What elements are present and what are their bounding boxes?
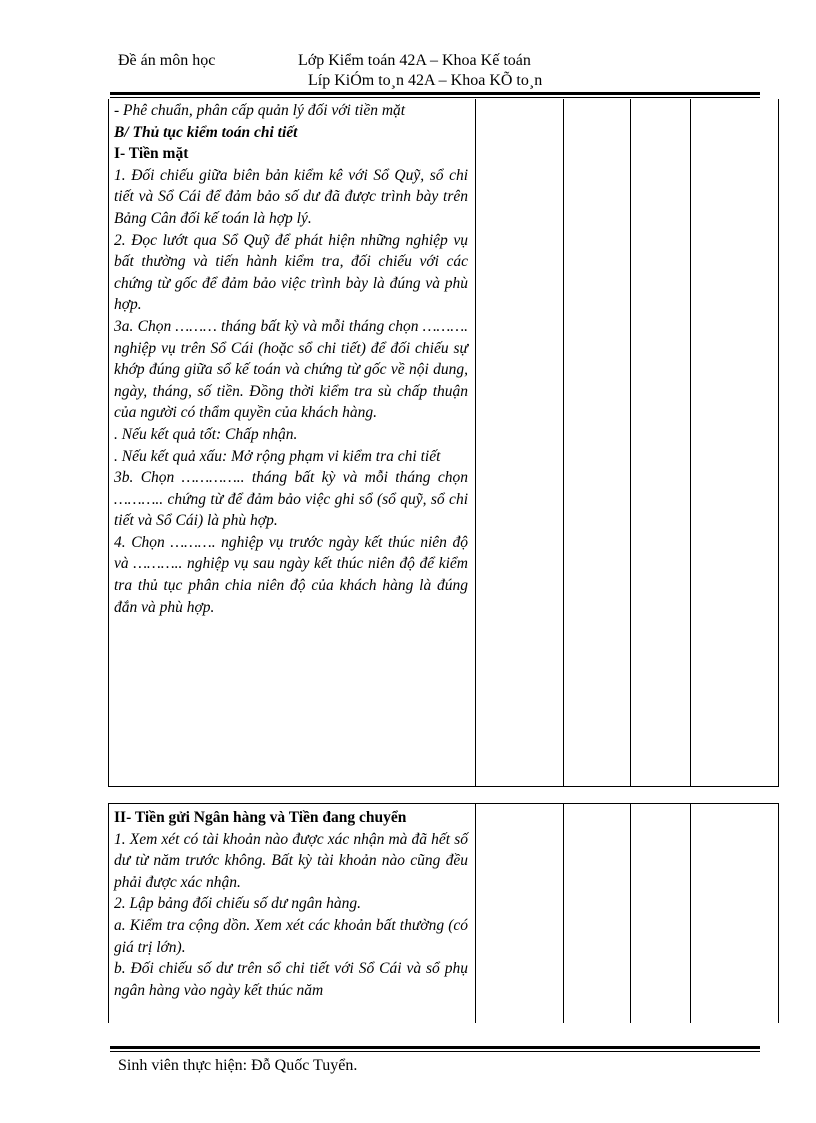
section-i-title: I- Tiền mặt bbox=[114, 145, 189, 163]
table-2-col-divider-2 bbox=[563, 803, 564, 1023]
table-1-border-left bbox=[108, 99, 109, 786]
footer-rule-thin bbox=[110, 1051, 760, 1052]
section-ii-title: II- Tiền gửi Ngân hàng và Tiền đang chuyển bbox=[114, 809, 407, 826]
step-1: 1. Đối chiếu giữa biên bản kiểm kê với Sổ Quỹ, sổ chi tiết và Sổ Cái để đảm bảo số dư đã được trình bày trên Bảng Cân đối kế toán là hợp lý. bbox=[114, 166, 468, 227]
step-ii-2b: b. Đối chiếu số dư trên sổ chi tiết với Sổ Cái và sổ phụ ngân hàng vào ngày kết thúc năm bbox=[114, 960, 468, 999]
header-class-line: Lớp Kiểm toán 42A – Khoa Kế toán bbox=[298, 52, 531, 69]
header-course: Đề án môn học bbox=[118, 52, 216, 69]
step-2: 2. Đọc lướt qua Sổ Quỹ để phát hiện những nghiệp vụ bất thường và tiến hành kiểm tra, đối chiếu với các chứng từ gốc để đảm bảo việc trình bày là đúng và phù hợp. bbox=[114, 231, 468, 314]
table-2-col-divider-4 bbox=[690, 803, 691, 1023]
table-2-col-divider-3 bbox=[630, 803, 631, 1023]
header-class-line-garbled: Líp KiÓm to¸n 42A – Khoa KÕ to¸n bbox=[308, 72, 543, 89]
section-b-title: B/ Thủ tục kiểm toán chi tiết bbox=[114, 123, 298, 141]
table-2-col-divider-1 bbox=[475, 803, 476, 1023]
step-3a: 3a. Chọn ……… tháng bất kỳ và mỗi tháng chọn ………. nghiệp vụ trên Sổ Cái (hoặc sổ chi tiết) để đối chiếu sự khớp đúng giữa sổ kế toán và chứng từ gốc về nội dung, ngày, tháng, số tiền. Đồng thời kiểm tra sù chấp thuận của người có thẩm quyền của khách hàng. bbox=[114, 317, 468, 422]
table-2-border-right bbox=[778, 803, 779, 1023]
table-1-border-right bbox=[778, 99, 779, 786]
table-2-border-left bbox=[108, 803, 109, 1023]
table-1-border-bottom bbox=[108, 786, 779, 787]
table-2-border-top bbox=[108, 803, 779, 804]
table-1-col-divider-4 bbox=[690, 99, 691, 786]
line-approval: - Phê chuẩn, phân cấp quản lý đối với tiền mặt bbox=[114, 102, 406, 119]
step-4: 4. Chọn ………. nghiệp vụ trước ngày kết thúc niên độ và ……….. nghiệp vụ sau ngày kết thúc niên độ để kiểm tra thủ tục phân chia niên độ của khách hàng là đúng đắn và phù hợp. bbox=[114, 533, 468, 616]
result-good: . Nếu kết quả tốt: Chấp nhận. bbox=[114, 425, 298, 443]
footer-rule-thick bbox=[110, 1046, 760, 1049]
table-1-col-divider-2 bbox=[563, 99, 564, 786]
footer-author: Sinh viên thực hiện: Đỗ Quốc Tuyển. bbox=[118, 1057, 358, 1074]
header-rule-thick bbox=[110, 92, 760, 95]
table-1-col-divider-1 bbox=[475, 99, 476, 786]
step-ii-2a: a. Kiểm tra cộng dồn. Xem xét các khoản bất thường (có giá trị lớn). bbox=[114, 916, 468, 956]
table-1-col-divider-3 bbox=[630, 99, 631, 786]
table-1-text bbox=[114, 100, 468, 618]
step-ii-2: 2. Lập bảng đối chiếu số dư ngân hàng. bbox=[114, 895, 361, 913]
result-bad: . Nếu kết quả xấu: Mở rộng phạm vi kiểm tra chi tiết bbox=[114, 447, 441, 465]
step-3b: 3b. Chọn ………….. tháng bất kỳ và mỗi tháng chọn ……….. chứng từ để đảm bảo việc ghi sổ (sổ quỹ, sổ chi tiết và Sổ Cái) là phù hợp. bbox=[114, 469, 468, 530]
step-ii-1: 1. Xem xét có tài khoản nào được xác nhận mà đã hết số dư từ năm trước không. Bất kỳ tài khoản nào cũng đều phải được xác nhận. bbox=[114, 830, 468, 891]
header-rule-thin bbox=[110, 97, 760, 98]
table-2-text bbox=[114, 807, 468, 1001]
